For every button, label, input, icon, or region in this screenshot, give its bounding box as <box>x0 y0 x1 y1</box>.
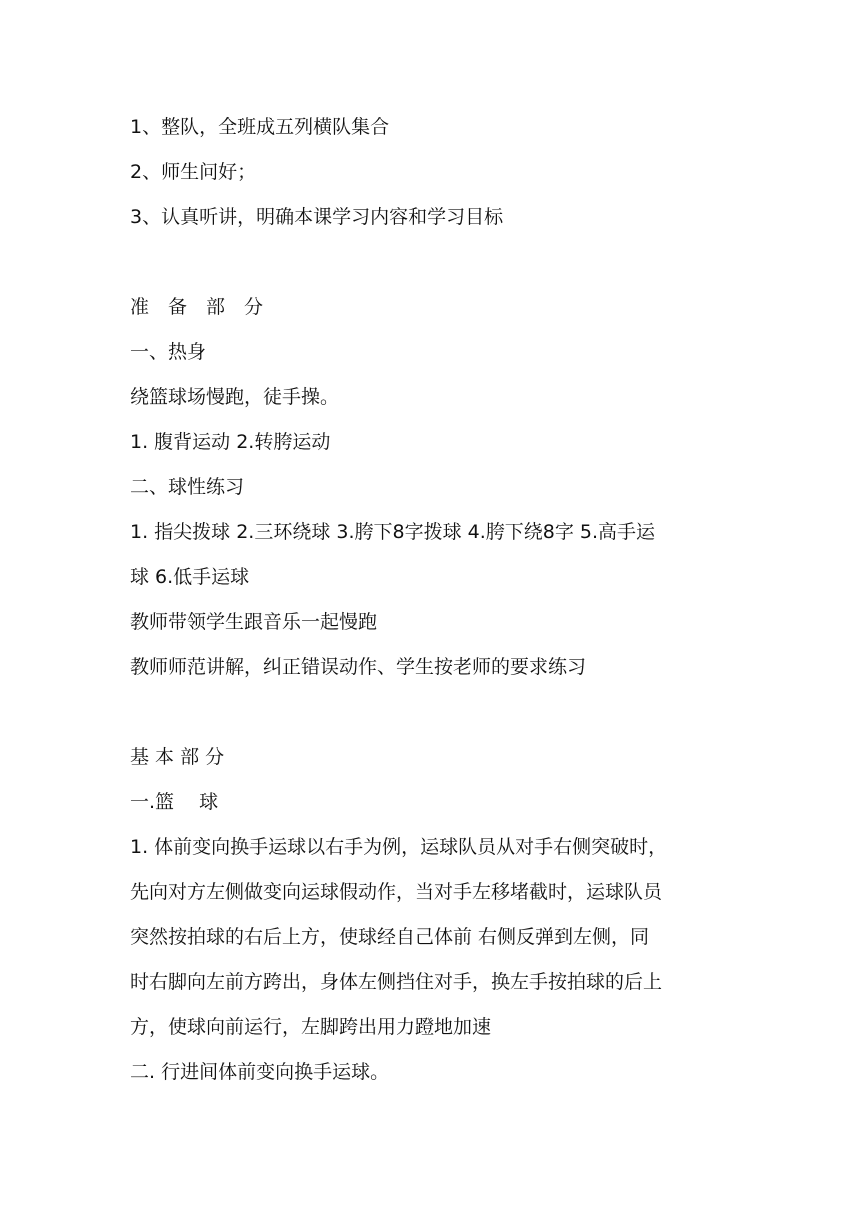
basketball-title: 一.篮 球 <box>130 791 219 813</box>
technique-line-5: 方，使球向前运行，左脚跨出用力蹬地加速 <box>130 1016 492 1038</box>
opening-item-2: 2、师生问好； <box>130 161 257 183</box>
section-spacer <box>130 240 740 285</box>
technique-line-4: 时右脚向左前方跨出，身体左侧挡住对手，换左手按拍球的后上 <box>130 971 663 993</box>
technique-line-1: 1. 体前变向换手运球以右手为例，运球队员从对手右侧突破时， <box>130 836 668 858</box>
basic-heading: 基 本 部 分 <box>130 746 225 768</box>
ballhandling-items-line-1: 1. 指尖拨球 2.三环绕球 3.胯下8字拨球 4.胯下绕8字 5.高手运 <box>130 521 656 543</box>
ballhandling-items-line-2: 球 6.低手运球 <box>130 566 250 588</box>
ballhandling-title: 二、球性练习 <box>130 476 245 498</box>
technique-line-2: 先向对方左侧做变向运球假动作，当对手左移堵截时，运球队员 <box>130 881 663 903</box>
preparation-heading: 准 备 部 分 <box>130 296 264 318</box>
technique-line-3: 突然按拍球的右后上方，使球经自己体前 右侧反弹到左侧，同 <box>130 926 650 948</box>
moving-drill: 二. 行进间体前变向换手运球。 <box>130 1061 390 1083</box>
warmup-text: 绕篮球场慢跑，徒手操。 <box>130 386 340 408</box>
teacher-note-2: 教师师范讲解，纠正错误动作、学生按老师的要求练习 <box>130 656 587 678</box>
warmup-title: 一、热身 <box>130 341 207 363</box>
section-spacer <box>130 690 740 735</box>
warmup-items: 1. 腹背运动 2.转胯运动 <box>130 431 331 453</box>
document-page <box>130 105 740 1095</box>
opening-item-1: 1、整队，全班成五列横队集合 <box>130 116 390 138</box>
teacher-note-1: 教师带领学生跟音乐一起慢跑 <box>130 611 378 633</box>
opening-item-3: 3、认真听讲，明确本课学习内容和学习目标 <box>130 206 504 228</box>
